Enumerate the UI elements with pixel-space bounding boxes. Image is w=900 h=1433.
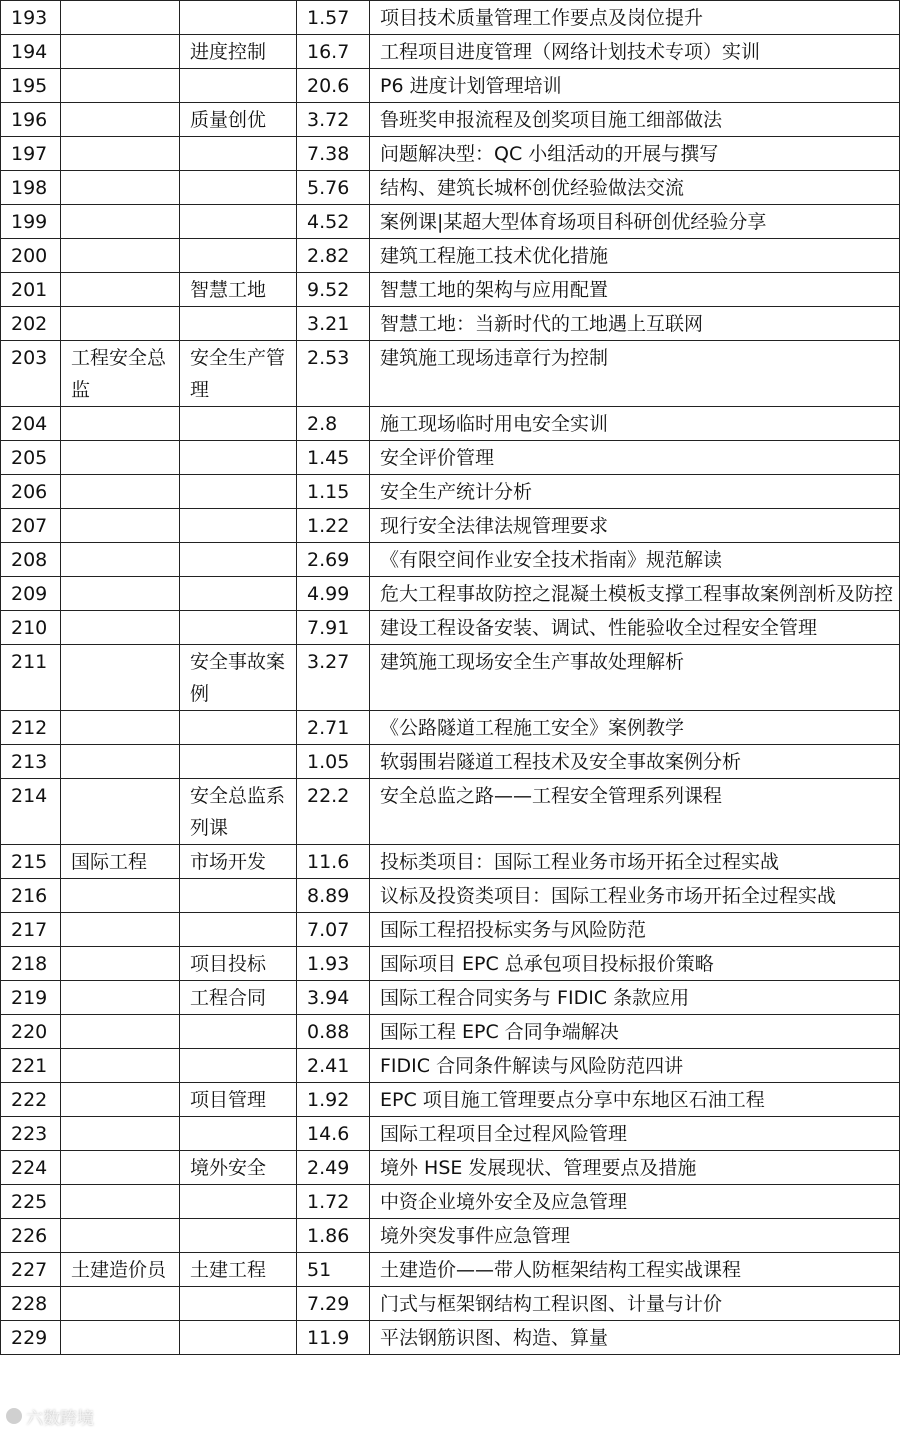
table-row bbox=[1, 307, 900, 341]
cell-title: 建筑施工现场安全生产事故处理解析 bbox=[370, 645, 900, 711]
cell-no: 214 bbox=[1, 779, 61, 845]
cell-no: 210 bbox=[1, 611, 61, 645]
cell-category bbox=[61, 103, 180, 137]
cell-category bbox=[61, 407, 180, 441]
cell-subcategory bbox=[180, 543, 297, 577]
cell-category bbox=[61, 171, 180, 205]
cell-hours: 2.71 bbox=[297, 711, 370, 745]
table-row bbox=[1, 611, 900, 645]
cell-no: 221 bbox=[1, 1049, 61, 1083]
cell-category bbox=[61, 1083, 180, 1117]
table-row bbox=[1, 1151, 900, 1185]
cell-category bbox=[61, 711, 180, 745]
table-row bbox=[1, 879, 900, 913]
cell-title: 国际工程合同实务与 FIDIC 条款应用 bbox=[370, 981, 900, 1015]
cell-hours: 20.6 bbox=[297, 69, 370, 103]
table-row bbox=[1, 273, 900, 307]
cell-no: 198 bbox=[1, 171, 61, 205]
cell-category bbox=[61, 239, 180, 273]
cell-hours: 1.93 bbox=[297, 947, 370, 981]
table-row bbox=[1, 103, 900, 137]
cell-subcategory bbox=[180, 611, 297, 645]
cell-no: 213 bbox=[1, 745, 61, 779]
cell-no: 200 bbox=[1, 239, 61, 273]
cell-title: 问题解决型：QC 小组活动的开展与撰写 bbox=[370, 137, 900, 171]
cell-category: 工程安全总监 bbox=[61, 341, 180, 407]
cell-hours: 1.45 bbox=[297, 441, 370, 475]
cell-subcategory: 智慧工地 bbox=[180, 273, 297, 307]
watermark-text: 六数跨境 bbox=[26, 1408, 94, 1429]
cell-no: 225 bbox=[1, 1185, 61, 1219]
cell-subcategory bbox=[180, 577, 297, 611]
cell-no: 218 bbox=[1, 947, 61, 981]
cell-hours: 11.9 bbox=[297, 1321, 370, 1355]
cell-hours: 2.69 bbox=[297, 543, 370, 577]
table-row bbox=[1, 1321, 900, 1355]
cell-no: 211 bbox=[1, 645, 61, 711]
table-row bbox=[1, 711, 900, 745]
cell-category bbox=[61, 947, 180, 981]
cell-subcategory bbox=[180, 1117, 297, 1151]
cell-subcategory: 进度控制 bbox=[180, 35, 297, 69]
cell-hours: 8.89 bbox=[297, 879, 370, 913]
table-row bbox=[1, 1083, 900, 1117]
cell-subcategory: 土建工程 bbox=[180, 1253, 297, 1287]
cell-subcategory bbox=[180, 745, 297, 779]
cell-category bbox=[61, 307, 180, 341]
cell-category bbox=[61, 913, 180, 947]
cell-category bbox=[61, 273, 180, 307]
table-row bbox=[1, 845, 900, 879]
cell-no: 204 bbox=[1, 407, 61, 441]
table-row bbox=[1, 1253, 900, 1287]
cell-title: 门式与框架钢结构工程识图、计量与计价 bbox=[370, 1287, 900, 1321]
cell-title: 施工现场临时用电安全实训 bbox=[370, 407, 900, 441]
cell-no: 229 bbox=[1, 1321, 61, 1355]
cell-title: 中资企业境外安全及应急管理 bbox=[370, 1185, 900, 1219]
cell-hours: 16.7 bbox=[297, 35, 370, 69]
cell-title: 结构、建筑长城杯创优经验做法交流 bbox=[370, 171, 900, 205]
cell-subcategory bbox=[180, 711, 297, 745]
cell-title: 智慧工地：当新时代的工地遇上互联网 bbox=[370, 307, 900, 341]
cell-category bbox=[61, 205, 180, 239]
cell-title: 国际项目 EPC 总承包项目投标报价策略 bbox=[370, 947, 900, 981]
table-row bbox=[1, 171, 900, 205]
cell-hours: 7.38 bbox=[297, 137, 370, 171]
cell-no: 215 bbox=[1, 845, 61, 879]
table-row bbox=[1, 341, 900, 407]
cell-no: 193 bbox=[1, 1, 61, 35]
cell-title: 《公路隧道工程施工安全》案例教学 bbox=[370, 711, 900, 745]
cell-subcategory: 项目管理 bbox=[180, 1083, 297, 1117]
cell-category bbox=[61, 1, 180, 35]
cell-title: 《有限空间作业安全技术指南》规范解读 bbox=[370, 543, 900, 577]
cell-no: 197 bbox=[1, 137, 61, 171]
table-row bbox=[1, 947, 900, 981]
table-row bbox=[1, 407, 900, 441]
cell-no: 206 bbox=[1, 475, 61, 509]
table-row bbox=[1, 577, 900, 611]
table-row bbox=[1, 1117, 900, 1151]
cell-category bbox=[61, 779, 180, 845]
table-row bbox=[1, 205, 900, 239]
cell-subcategory bbox=[180, 1219, 297, 1253]
table-row bbox=[1, 745, 900, 779]
cell-no: 202 bbox=[1, 307, 61, 341]
cell-hours: 1.72 bbox=[297, 1185, 370, 1219]
cell-no: 195 bbox=[1, 69, 61, 103]
cell-hours: 4.99 bbox=[297, 577, 370, 611]
cell-hours: 7.91 bbox=[297, 611, 370, 645]
cell-title: 国际工程招投标实务与风险防范 bbox=[370, 913, 900, 947]
table-row bbox=[1, 1015, 900, 1049]
cell-subcategory bbox=[180, 69, 297, 103]
cell-hours: 1.05 bbox=[297, 745, 370, 779]
table-row bbox=[1, 981, 900, 1015]
cell-title: 国际工程项目全过程风险管理 bbox=[370, 1117, 900, 1151]
cell-subcategory bbox=[180, 239, 297, 273]
table-row bbox=[1, 1, 900, 35]
cell-subcategory bbox=[180, 1287, 297, 1321]
cell-title: 安全总监之路——工程安全管理系列课程 bbox=[370, 779, 900, 845]
cell-hours: 3.21 bbox=[297, 307, 370, 341]
cell-category bbox=[61, 1219, 180, 1253]
cell-subcategory bbox=[180, 171, 297, 205]
cell-no: 208 bbox=[1, 543, 61, 577]
cell-subcategory bbox=[180, 1, 297, 35]
table-row bbox=[1, 913, 900, 947]
table-row bbox=[1, 69, 900, 103]
cell-title: 安全评价管理 bbox=[370, 441, 900, 475]
cell-hours: 0.88 bbox=[297, 1015, 370, 1049]
cell-category bbox=[61, 441, 180, 475]
cell-category bbox=[61, 509, 180, 543]
cell-hours: 3.94 bbox=[297, 981, 370, 1015]
table-row bbox=[1, 1185, 900, 1219]
cell-hours: 1.86 bbox=[297, 1219, 370, 1253]
cell-title: 建筑施工现场违章行为控制 bbox=[370, 341, 900, 407]
table-body bbox=[1, 1, 900, 1355]
cell-no: 209 bbox=[1, 577, 61, 611]
cell-title: 项目技术质量管理工作要点及岗位提升 bbox=[370, 1, 900, 35]
cell-subcategory bbox=[180, 307, 297, 341]
cell-subcategory bbox=[180, 1185, 297, 1219]
watermark bbox=[6, 1405, 126, 1427]
cell-category bbox=[61, 1321, 180, 1355]
cell-hours: 2.41 bbox=[297, 1049, 370, 1083]
cell-no: 224 bbox=[1, 1151, 61, 1185]
cell-hours: 2.49 bbox=[297, 1151, 370, 1185]
wechat-logo-icon bbox=[6, 1408, 22, 1424]
cell-title: 建筑工程施工技术优化措施 bbox=[370, 239, 900, 273]
cell-no: 203 bbox=[1, 341, 61, 407]
cell-title: 国际工程 EPC 合同争端解决 bbox=[370, 1015, 900, 1049]
cell-no: 201 bbox=[1, 273, 61, 307]
cell-category: 土建造价员 bbox=[61, 1253, 180, 1287]
cell-category bbox=[61, 645, 180, 711]
cell-no: 226 bbox=[1, 1219, 61, 1253]
cell-hours: 7.07 bbox=[297, 913, 370, 947]
cell-no: 228 bbox=[1, 1287, 61, 1321]
cell-subcategory: 项目投标 bbox=[180, 947, 297, 981]
cell-hours: 3.72 bbox=[297, 103, 370, 137]
table-row bbox=[1, 137, 900, 171]
cell-title: 安全生产统计分析 bbox=[370, 475, 900, 509]
cell-no: 222 bbox=[1, 1083, 61, 1117]
cell-title: 危大工程事故防控之混凝土模板支撑工程事故案例剖析及防控 bbox=[370, 577, 900, 611]
cell-hours: 9.52 bbox=[297, 273, 370, 307]
cell-category bbox=[61, 35, 180, 69]
cell-hours: 1.92 bbox=[297, 1083, 370, 1117]
cell-hours: 14.6 bbox=[297, 1117, 370, 1151]
table-row bbox=[1, 441, 900, 475]
table-row bbox=[1, 1287, 900, 1321]
cell-hours: 1.15 bbox=[297, 475, 370, 509]
cell-category bbox=[61, 981, 180, 1015]
cell-title: 工程项目进度管理（网络计划技术专项）实训 bbox=[370, 35, 900, 69]
cell-no: 207 bbox=[1, 509, 61, 543]
table-row bbox=[1, 1219, 900, 1253]
cell-title: 软弱围岩隧道工程技术及安全事故案例分析 bbox=[370, 745, 900, 779]
cell-subcategory bbox=[180, 205, 297, 239]
table-row bbox=[1, 239, 900, 273]
cell-subcategory bbox=[180, 1015, 297, 1049]
cell-hours: 2.82 bbox=[297, 239, 370, 273]
table-row bbox=[1, 509, 900, 543]
cell-no: 223 bbox=[1, 1117, 61, 1151]
cell-no: 194 bbox=[1, 35, 61, 69]
cell-title: 投标类项目：国际工程业务市场开拓全过程实战 bbox=[370, 845, 900, 879]
table-row bbox=[1, 645, 900, 711]
cell-no: 196 bbox=[1, 103, 61, 137]
cell-subcategory bbox=[180, 509, 297, 543]
cell-subcategory: 安全总监系列课 bbox=[180, 779, 297, 845]
cell-category bbox=[61, 475, 180, 509]
cell-title: P6 进度计划管理培训 bbox=[370, 69, 900, 103]
cell-category bbox=[61, 1287, 180, 1321]
cell-title: 现行安全法律法规管理要求 bbox=[370, 509, 900, 543]
cell-hours: 22.2 bbox=[297, 779, 370, 845]
cell-category bbox=[61, 745, 180, 779]
cell-category bbox=[61, 879, 180, 913]
cell-title: 鲁班奖申报流程及创奖项目施工细部做法 bbox=[370, 103, 900, 137]
cell-hours: 5.76 bbox=[297, 171, 370, 205]
cell-no: 212 bbox=[1, 711, 61, 745]
cell-title: 案例课|某超大型体育场项目科研创优经验分享 bbox=[370, 205, 900, 239]
table-row bbox=[1, 475, 900, 509]
table-row bbox=[1, 779, 900, 845]
cell-category bbox=[61, 1049, 180, 1083]
cell-title: 建设工程设备安装、调试、性能验收全过程安全管理 bbox=[370, 611, 900, 645]
cell-no: 220 bbox=[1, 1015, 61, 1049]
cell-no: 199 bbox=[1, 205, 61, 239]
cell-subcategory bbox=[180, 913, 297, 947]
cell-title: FIDIC 合同条件解读与风险防范四讲 bbox=[370, 1049, 900, 1083]
cell-no: 217 bbox=[1, 913, 61, 947]
cell-no: 205 bbox=[1, 441, 61, 475]
cell-subcategory bbox=[180, 879, 297, 913]
table-row bbox=[1, 543, 900, 577]
cell-no: 227 bbox=[1, 1253, 61, 1287]
cell-category bbox=[61, 69, 180, 103]
cell-subcategory: 安全生产管理 bbox=[180, 341, 297, 407]
cell-subcategory: 质量创优 bbox=[180, 103, 297, 137]
cell-subcategory: 工程合同 bbox=[180, 981, 297, 1015]
cell-hours: 7.29 bbox=[297, 1287, 370, 1321]
cell-title: 土建造价——带人防框架结构工程实战课程 bbox=[370, 1253, 900, 1287]
cell-hours: 2.8 bbox=[297, 407, 370, 441]
cell-category: 国际工程 bbox=[61, 845, 180, 879]
cell-no: 216 bbox=[1, 879, 61, 913]
cell-subcategory bbox=[180, 1321, 297, 1355]
cell-title: EPC 项目施工管理要点分享中东地区石油工程 bbox=[370, 1083, 900, 1117]
table-row bbox=[1, 35, 900, 69]
cell-category bbox=[61, 137, 180, 171]
cell-subcategory: 境外安全 bbox=[180, 1151, 297, 1185]
cell-category bbox=[61, 1151, 180, 1185]
cell-hours: 2.53 bbox=[297, 341, 370, 407]
cell-title: 境外 HSE 发展现状、管理要点及措施 bbox=[370, 1151, 900, 1185]
cell-title: 平法钢筋识图、构造、算量 bbox=[370, 1321, 900, 1355]
cell-category bbox=[61, 611, 180, 645]
cell-hours: 3.27 bbox=[297, 645, 370, 711]
table-row bbox=[1, 1049, 900, 1083]
cell-category bbox=[61, 577, 180, 611]
cell-hours: 51 bbox=[297, 1253, 370, 1287]
cell-category bbox=[61, 1117, 180, 1151]
cell-title: 议标及投资类项目：国际工程业务市场开拓全过程实战 bbox=[370, 879, 900, 913]
cell-title: 智慧工地的架构与应用配置 bbox=[370, 273, 900, 307]
cell-hours: 4.52 bbox=[297, 205, 370, 239]
cell-hours: 1.22 bbox=[297, 509, 370, 543]
cell-category bbox=[61, 543, 180, 577]
cell-subcategory bbox=[180, 475, 297, 509]
cell-title: 境外突发事件应急管理 bbox=[370, 1219, 900, 1253]
cell-no: 219 bbox=[1, 981, 61, 1015]
cell-category bbox=[61, 1185, 180, 1219]
cell-subcategory bbox=[180, 1049, 297, 1083]
cell-subcategory: 市场开发 bbox=[180, 845, 297, 879]
cell-subcategory bbox=[180, 137, 297, 171]
cell-category bbox=[61, 1015, 180, 1049]
cell-subcategory: 安全事故案例 bbox=[180, 645, 297, 711]
cell-subcategory bbox=[180, 441, 297, 475]
cell-hours: 11.6 bbox=[297, 845, 370, 879]
cell-hours: 1.57 bbox=[297, 1, 370, 35]
cell-subcategory bbox=[180, 407, 297, 441]
